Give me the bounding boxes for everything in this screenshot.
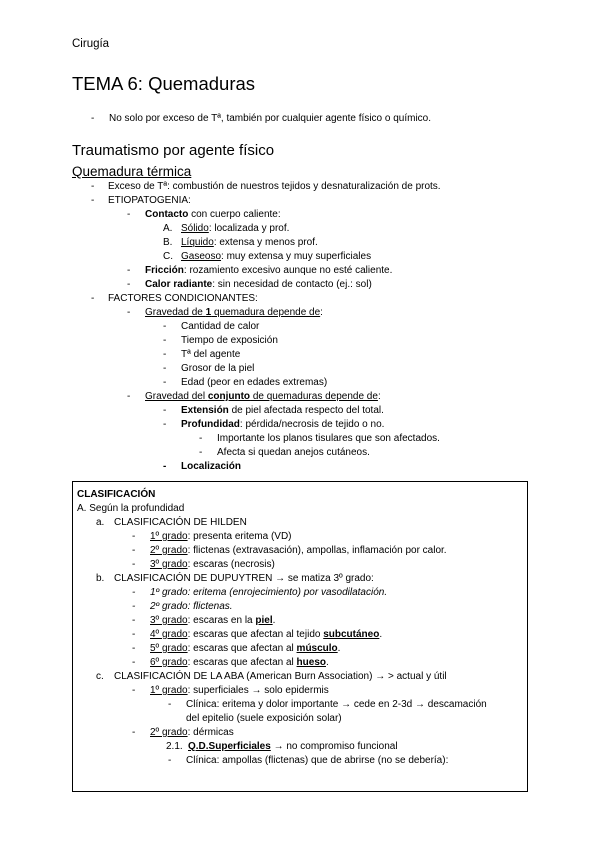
bullet-dash: - [163, 419, 167, 430]
list-marker: C. [163, 251, 173, 262]
bullet-dash: - [132, 587, 136, 598]
bullet-dash: - [132, 629, 136, 640]
bullet-dash: - [132, 657, 136, 668]
dupuytren-grado-2: 2º grado: flictenas. [150, 601, 233, 612]
bullet-dash: - [168, 755, 172, 766]
dupuytren-grado-5: 5º grado: escaras que afectan al músculo. [150, 643, 341, 654]
bullet-dash: - [127, 279, 131, 290]
bullet-dash: - [132, 531, 136, 542]
list-item-contacto: Contacto con cuerpo caliente: [145, 209, 281, 220]
qd-clinica: Clínica: ampollas (flictenas) que de abrirse (no se debería): [186, 755, 449, 766]
list-item-afecta: Afecta si quedan anejos cutáneos. [217, 447, 370, 458]
list-item-localizacion: Localización [181, 461, 242, 472]
dupuytren-heading: CLASIFICACIÓN DE DUPUYTREN → se matiza 3º grado: [114, 573, 374, 584]
bullet-dash: - [199, 433, 203, 444]
aba-grado-1: 1º grado: superficiales → solo epidermis [150, 685, 329, 696]
list-item-profundidad: Profundidad: pérdida/necrosis de tejido o no. [181, 419, 385, 430]
page-title: TEMA 6: Quemaduras [72, 73, 256, 94]
bullet-dash: - [127, 209, 131, 220]
list-marker: B. [163, 237, 173, 248]
list-item-factores: FACTORES CONDICIONANTES: [108, 293, 258, 304]
list-item-cantidad: Cantidad de calor [181, 321, 260, 332]
box-section-a: A. Según la profundidad [77, 503, 185, 514]
section-title: Traumatismo por agente físico [72, 142, 275, 159]
list-marker: b. [96, 573, 105, 584]
dupuytren-grado-4: 4º grado: escaras que afectan al tejido subcutáneo. [150, 629, 383, 640]
list-item-solido: Sólido: localizada y prof. [181, 223, 290, 234]
list-item-gravedad-2: Gravedad del conjunto de quemaduras depende de: [145, 391, 381, 402]
bullet-dash: - [132, 615, 136, 626]
list-item-edad: Edad (peor en edades extremas) [181, 377, 328, 388]
list-item-calor-radiante: Calor radiante: sin necesidad de contacto (ej.: sol) [145, 279, 372, 290]
bullet-dash: - [132, 643, 136, 654]
bullet-dash: - [163, 405, 167, 416]
bullet-dash: - [127, 391, 131, 402]
list-item-ta-agente: Tª del agente [181, 349, 241, 360]
list-item-extension: Extensión de piel afectada respecto del total. [181, 405, 384, 416]
bullet-dash: - [163, 349, 167, 360]
intro-text: No solo por exceso de Tª, también por cualquier agente físico o químico. [109, 113, 432, 124]
dupuytren-grado-3: 3º grado: escaras en la piel. [150, 615, 276, 626]
dupuytren-grado-6: 6º grado: escaras que afectan al hueso. [150, 657, 329, 668]
bullet-dash: - [91, 293, 95, 304]
bullet-dash: - [132, 727, 136, 738]
bullet-dash: - [132, 601, 136, 612]
list-item-grosor: Grosor de la piel [181, 363, 255, 374]
list-item-tiempo: Tiempo de exposición [181, 335, 278, 346]
bullet-dash: - [132, 545, 136, 556]
bullet-dash: - [91, 113, 95, 124]
aba-grado-1-clinica: Clínica: eritema y dolor importante → cede en 2-3d → descamación [186, 699, 487, 710]
bullet-dash: - [163, 461, 167, 472]
aba-heading: CLASIFICACIÓN DE LA ABA (American Burn Association) → > actual y útil [114, 671, 447, 682]
list-marker: c. [96, 671, 104, 682]
bullet-dash: - [91, 195, 95, 206]
list-item-gaseoso: Gaseoso: muy extensa y muy superficiales [181, 251, 372, 262]
list-marker: A. [163, 223, 173, 234]
hilden-grado-1: 1º grado: presenta eritema (VD) [150, 531, 292, 542]
bullet-dash: - [132, 685, 136, 696]
aba-grado-2: 2º grado: dérmicas [150, 727, 234, 738]
hilden-grado-2: 2º grado: flictenas (extravasación), ampollas, inflamación por calor. [150, 545, 447, 556]
list-item-exceso: Exceso de Tª: combustión de nuestros tejidos y desnaturalización de prots. [108, 181, 441, 192]
aba-grado-1-clinica-cont: del epitelio (suele exposición solar) [186, 713, 342, 724]
bullet-dash: - [127, 265, 131, 276]
list-marker: 2.1. [166, 741, 183, 752]
list-marker: a. [96, 517, 105, 528]
qd-superficiales: Q.D.Superficiales → no compromiso funcional [188, 741, 398, 752]
list-item-importante: Importante los planos tisulares que son afectados. [217, 433, 440, 444]
bullet-dash: - [163, 363, 167, 374]
bullet-dash: - [163, 377, 167, 388]
bullet-dash: - [127, 307, 131, 318]
bullet-dash: - [168, 699, 172, 710]
box-title: CLASIFICACIÓN [77, 489, 156, 500]
hilden-grado-3: 3º grado: escaras (necrosis) [150, 559, 275, 570]
dupuytren-grado-1: 1º grado: eritema (enrojecimiento) por vasodilatación. [150, 587, 388, 598]
bullet-dash: - [91, 181, 95, 192]
subsection-title: Quemadura térmica [72, 164, 192, 179]
bullet-dash: - [199, 447, 203, 458]
bullet-dash: - [163, 321, 167, 332]
list-item-friccion: Fricción: rozamiento excesivo aunque no esté caliente. [145, 265, 393, 276]
hilden-heading: CLASIFICACIÓN DE HILDEN [114, 517, 247, 528]
bullet-dash: - [132, 559, 136, 570]
bullet-dash: - [163, 335, 167, 346]
list-item-gravedad-1: Gravedad de 1 quemadura depende de: [145, 307, 323, 318]
list-item-etiopatogenia: ETIOPATOGENIA: [108, 195, 191, 206]
document-header: Cirugía [72, 38, 110, 50]
list-item-liquido: Líquido: extensa y menos prof. [181, 237, 318, 248]
